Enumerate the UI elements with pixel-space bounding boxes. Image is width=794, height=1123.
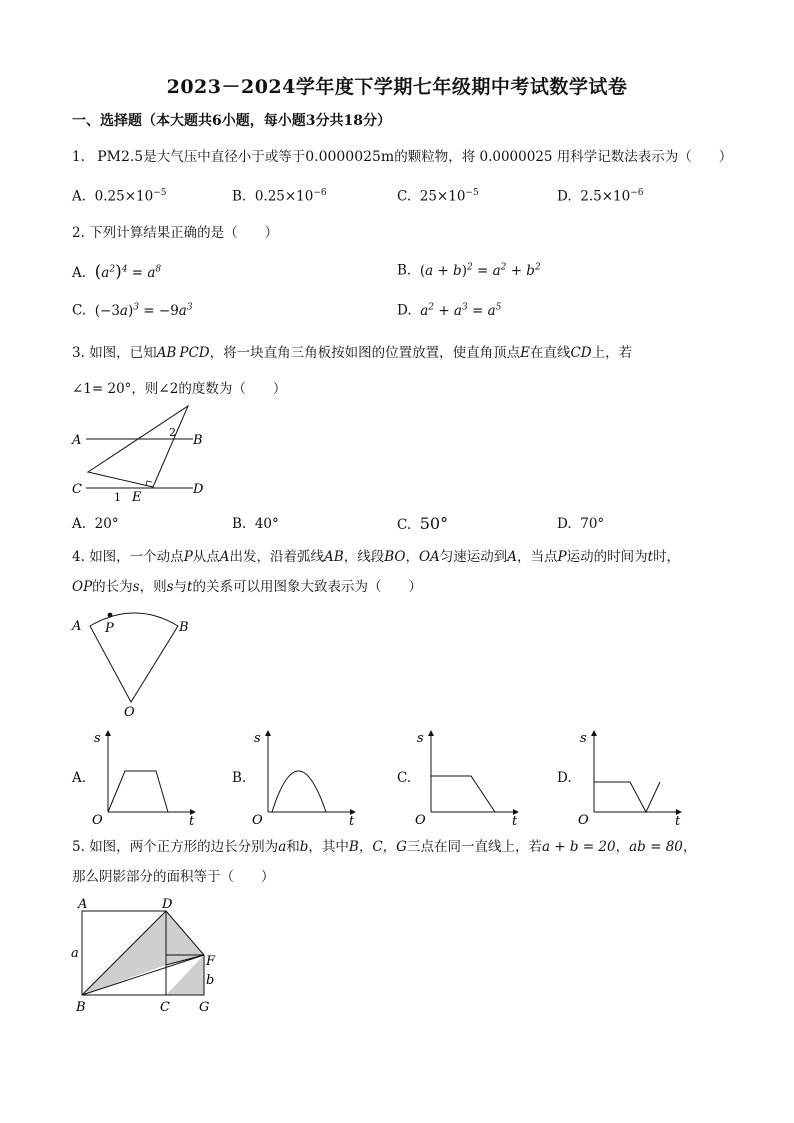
svg-text:O: O (92, 813, 103, 826)
q2-expr-a: $(a^2)^4 = a^8$ (94, 262, 162, 282)
q3-option-b[interactable]: B. 40° (232, 516, 279, 532)
q4-option-d[interactable]: D. (557, 770, 572, 786)
q4-line-2: OP的长为s，则s与t的关系可以用图象大致表示为（ ） (72, 579, 422, 595)
q3-figure (68, 402, 218, 506)
label-side-b: b (206, 973, 215, 988)
q2-expr-c: $(-3a)^3 = -9a^3$ (94, 302, 193, 319)
q4-graph-d (576, 726, 686, 826)
label-d: D (162, 897, 173, 912)
label-c: C (72, 482, 82, 497)
q3-option-c[interactable]: C. 50° (397, 514, 449, 533)
svg-text:s: s (94, 731, 101, 746)
q2-option-c[interactable]: C. $(-3a)^3 = -9a^3$ (72, 302, 193, 319)
label-a: A (72, 619, 82, 634)
svg-text:t: t (512, 814, 518, 826)
q1-text-a: 是大气压中直径小于或等于 (143, 149, 306, 165)
svg-text:t: t (349, 814, 355, 826)
q1-value: 0.0000025m (305, 149, 395, 165)
label-a: A (72, 433, 82, 448)
q4-option-c[interactable]: C. (397, 770, 412, 786)
svg-text:O: O (578, 813, 589, 826)
q1-option-a[interactable]: A. $0.25\times 10^{-5}$ (72, 188, 167, 205)
page-title: 2023－2024学年度下学期七年级期中考试数学试卷 (166, 76, 628, 98)
svg-text:s: s (417, 731, 424, 746)
q4-graph-a (90, 726, 200, 826)
label-angle-2: 2 (169, 426, 176, 439)
label-o: O (124, 705, 135, 720)
label-side-a: a (71, 946, 79, 961)
label-g: G (199, 1000, 210, 1015)
label-a: A (78, 897, 88, 912)
q1-option-b[interactable]: B. $0.25\times 10^{-6}$ (232, 188, 327, 205)
q4-option-b[interactable]: B. (232, 770, 247, 786)
svg-text:O: O (252, 813, 263, 826)
label-angle-1: 1 (114, 491, 121, 504)
q2-expr-b: $(a + b)^2 = a^2 + b^2$ (419, 262, 541, 279)
q5-line-2: 那么阴影部分的面积等于（ ） (72, 869, 275, 885)
label-e: E (132, 490, 142, 505)
q1-option-c[interactable]: C. $25\times 10^{-5}$ (397, 188, 479, 205)
label-d: D (193, 482, 204, 497)
svg-text:O: O (415, 813, 426, 826)
question-1 (72, 148, 732, 166)
point-p (108, 613, 113, 618)
label-b: B (193, 433, 203, 448)
q1-option-d[interactable]: D. $2.5\times 10^{-6}$ (557, 188, 644, 205)
q4-sector-figure (68, 604, 198, 720)
question-number: 2. (72, 225, 85, 241)
question-3: 3. 如图，已知AB PCD，将一块直角三角板按如图的位置放置，使直角顶点E在直线CD上，若 (72, 345, 633, 361)
section-heading: 一、选择题（本大题共6小题，每小题3分共18分） (72, 113, 391, 129)
label-f: F (206, 954, 216, 969)
svg-text:t: t (675, 814, 681, 826)
question-4: 4. 如图，一个动点P从点A出发，沿着弧线AB，线段BO，OA匀速运动到A，当点P运动的时间为t时， (72, 549, 681, 565)
set-square (88, 406, 188, 487)
svg-text:s: s (254, 731, 261, 746)
q3-line-2: ∠1= 20°，则∠2的度数为（ ） (72, 381, 287, 397)
question-5: 5. 如图，两个正方形的边长分别为a和b，其中B，C，G三点在同一直线上，若a + b = 20，ab = 80， (72, 839, 697, 855)
q2-expr-d: $a^2 + a^3 = a^5$ (420, 302, 502, 319)
q5-figure (68, 895, 228, 1017)
q3-option-d[interactable]: D. 70° (557, 516, 605, 532)
label-p: P (105, 621, 114, 636)
q4-graph-b (250, 726, 360, 826)
question-number: 1. (72, 149, 85, 165)
q2-text: 下列计算结果正确的是（ ） (89, 225, 279, 241)
label-b: B (76, 1000, 86, 1015)
q3-option-a[interactable]: A. 20° (72, 516, 119, 532)
question-2 (72, 224, 278, 242)
label-b: B (179, 620, 189, 635)
q4-graph-c (413, 726, 523, 826)
sector-shape (90, 613, 178, 702)
q4-option-a[interactable]: A. (72, 770, 87, 786)
label-c: C (160, 1000, 170, 1015)
q1-text-b: 的颗粒物，将 0.0000025 用科学记数法表示为（ ） (394, 149, 733, 165)
svg-text:t: t (189, 814, 195, 826)
pm25-term: PM2.5 (97, 149, 144, 165)
q2-option-d[interactable]: D. $a^2 + a^3 = a^5$ (397, 302, 502, 319)
q2-option-a[interactable]: A. $(a^2)^4 = a^8$ (72, 262, 162, 282)
svg-text:s: s (580, 731, 587, 746)
q2-option-b[interactable]: B. $(a + b)^2 = a^2 + b^2$ (397, 262, 541, 279)
